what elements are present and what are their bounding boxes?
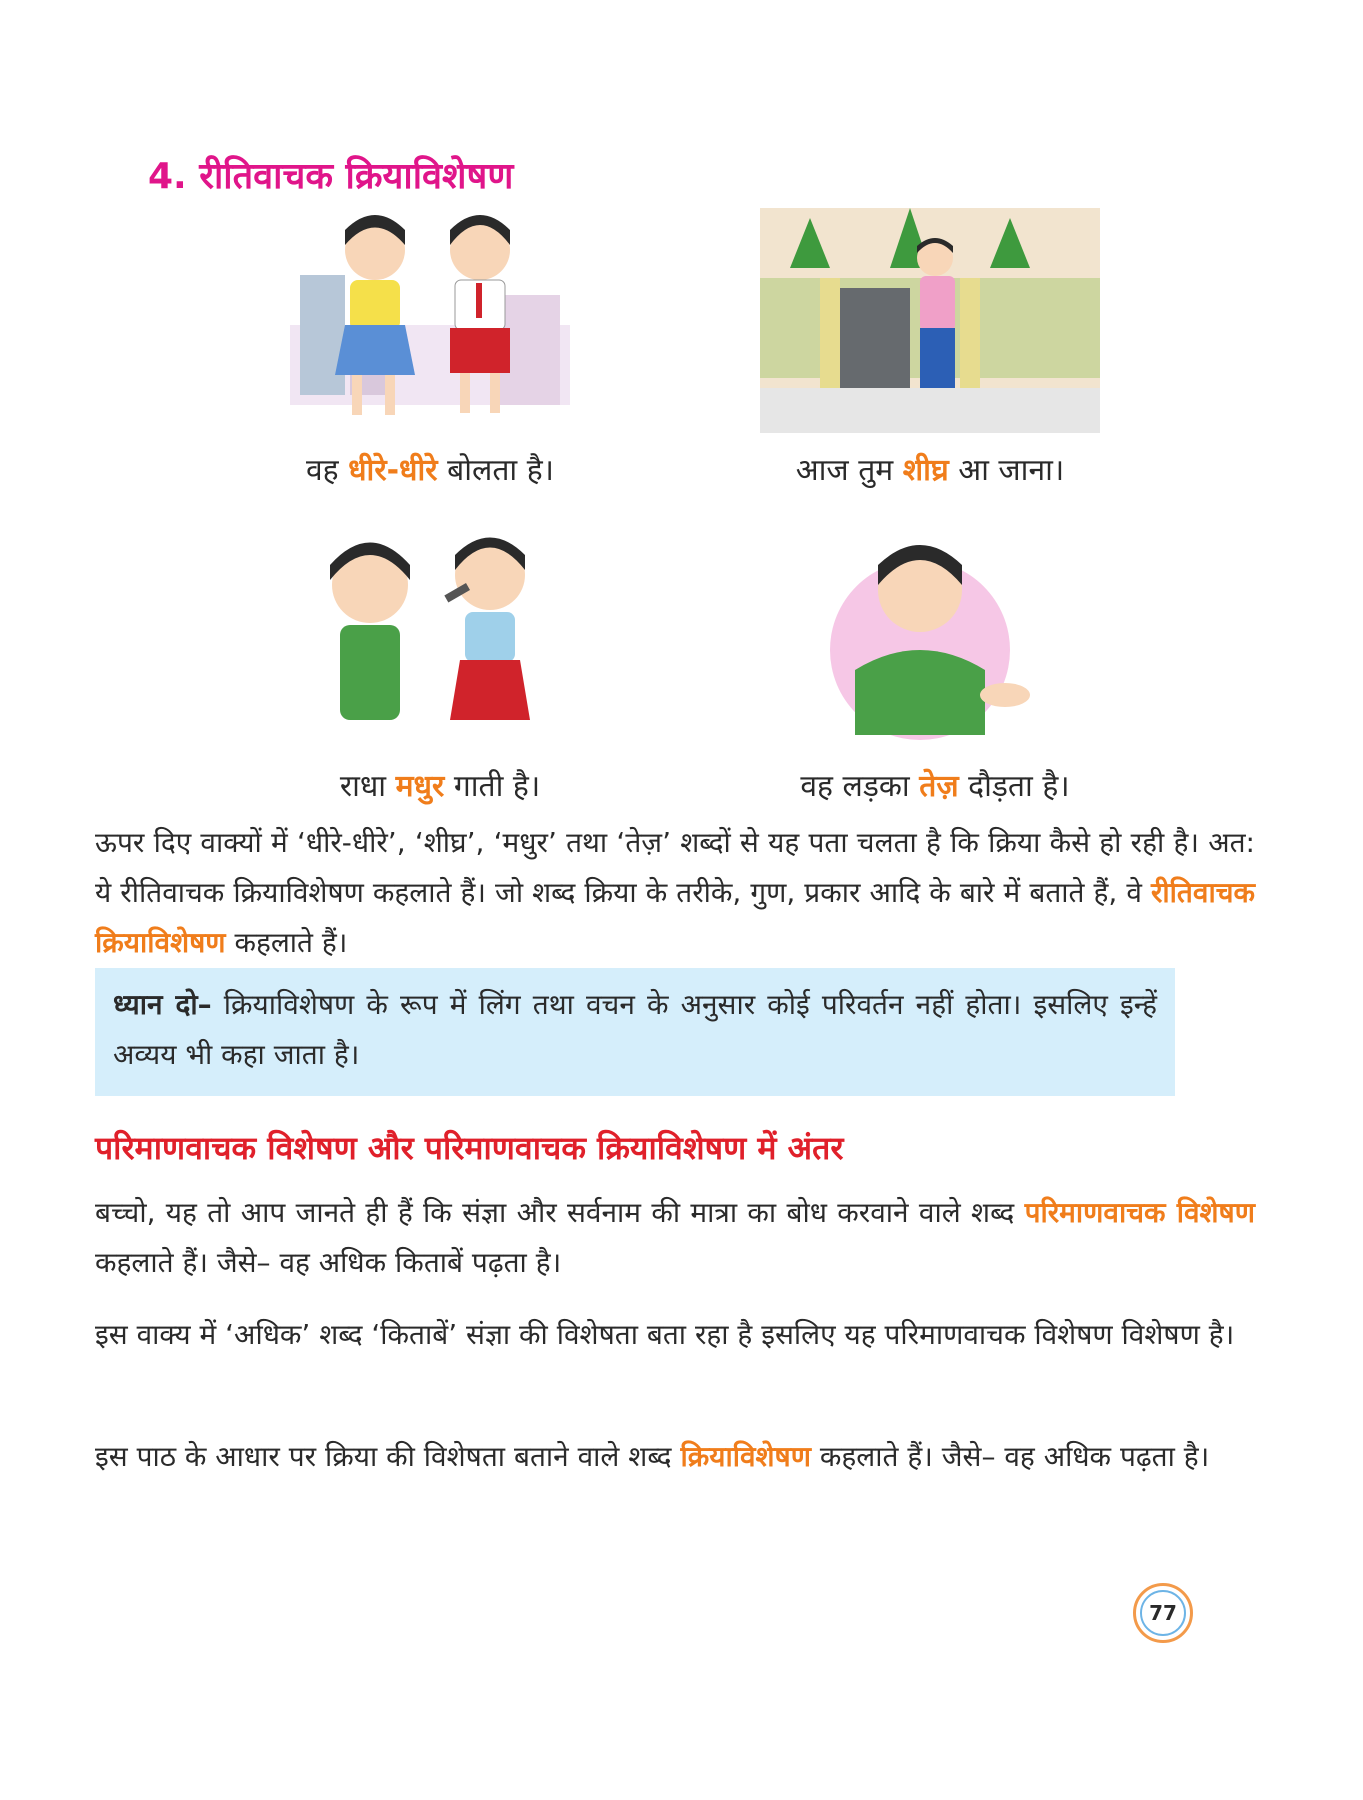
- paragraph-4-highlight: क्रियाविशेषण: [680, 1440, 811, 1473]
- paragraph-2: [95, 1188, 1255, 1288]
- page-number: 77: [1140, 1590, 1186, 1636]
- section-subheading: परिमाणवाचक विशेषण और परिमाणवाचक क्रियाविशेषण में अंतर: [95, 1129, 844, 1167]
- paragraph-4-text: इस पाठ के आधार पर क्रिया की विशेषता बताने वाले शब्द: [95, 1440, 681, 1473]
- paragraph-2-text: बच्चो, यह तो आप जानते ही हैं कि संज्ञा और सर्वनाम की मात्रा का बोध करवाने वाले शब्द: [95, 1196, 1025, 1229]
- caption-2: [770, 448, 1090, 489]
- note-label: ध्यान दो–: [113, 988, 212, 1021]
- paragraph-3: इस वाक्य में ‘अधिक’ शब्द ‘किताबें’ संज्ञा की विशेषता बता रहा है इसलिए यह परिमाणवाचक विशेषण विशेषण है।: [95, 1318, 1235, 1351]
- explanation-text: ऊपर दिए वाक्यों में ‘धीरे-धीरे’, ‘शीघ्र’, ‘मधुर’ तथा ‘तेज़’ शब्दों से यह पता चलता है कि क्रिया कैसे हो रही है। अत: ये रीतिवाचक क्रियाविशेषण कहलाते हैं। जो शब्द क्रिया के तरीके, गुण, प्रकार आदि के बारे में बताते हैं, वे: [95, 826, 1255, 909]
- caption-4-text-end: दौड़ता है।: [958, 769, 1070, 804]
- illustration-girls-singing: [290, 520, 580, 740]
- caption-1-text-end: बोलता है।: [437, 453, 555, 488]
- caption-1-highlight: धीरे-धीरे: [348, 453, 438, 488]
- paragraph-4-text-end: कहलाते हैं। जैसे– वह अधिक पढ़ता है।: [811, 1440, 1210, 1473]
- caption-2-text: आज तुम: [795, 453, 903, 488]
- paragraph-2-highlight: परिमाणवाचक विशेषण: [1024, 1196, 1255, 1229]
- caption-4-text: वह लड़का: [800, 769, 920, 804]
- explanation-highlight: रीतिवाचक क्रियाविशेषण: [95, 876, 1255, 959]
- page-number-badge: [1133, 1583, 1193, 1643]
- explanation-text-end: कहलाते हैं।: [225, 926, 348, 959]
- caption-2-text-end: आ जाना।: [948, 453, 1065, 488]
- caption-1-text: वह: [305, 453, 349, 488]
- caption-3-text: राधा: [339, 769, 396, 804]
- note-text: क्रियाविशेषण के रूप में लिंग तथा वचन के अनुसार कोई परिवर्तन नहीं होता। इसलिए इन्हें अव्यय भी कहा जाता है।: [113, 988, 1157, 1071]
- caption-4: [760, 764, 1110, 805]
- caption-3-highlight: मधुर: [395, 769, 445, 804]
- paragraph-4: [95, 1432, 1255, 1482]
- note-box: [95, 968, 1175, 1096]
- caption-3: [280, 764, 600, 805]
- paragraph-2-text-end: कहलाते हैं। जैसे– वह अधिक किताबें पढ़ता है।: [95, 1246, 562, 1279]
- caption-2-highlight: शीघ्र: [902, 453, 949, 488]
- caption-3-text-end: गाती है।: [444, 769, 541, 804]
- caption-1: [260, 448, 600, 489]
- caption-4-highlight: तेज़: [919, 769, 959, 804]
- section-heading: 4. रीतिवाचक क्रियाविशेषण: [148, 156, 514, 197]
- illustration-boy-walking: [760, 208, 1100, 433]
- explanation-paragraph: [95, 818, 1255, 968]
- illustration-boy-talking: [810, 520, 1040, 740]
- illustration-children-talking: [290, 205, 570, 430]
